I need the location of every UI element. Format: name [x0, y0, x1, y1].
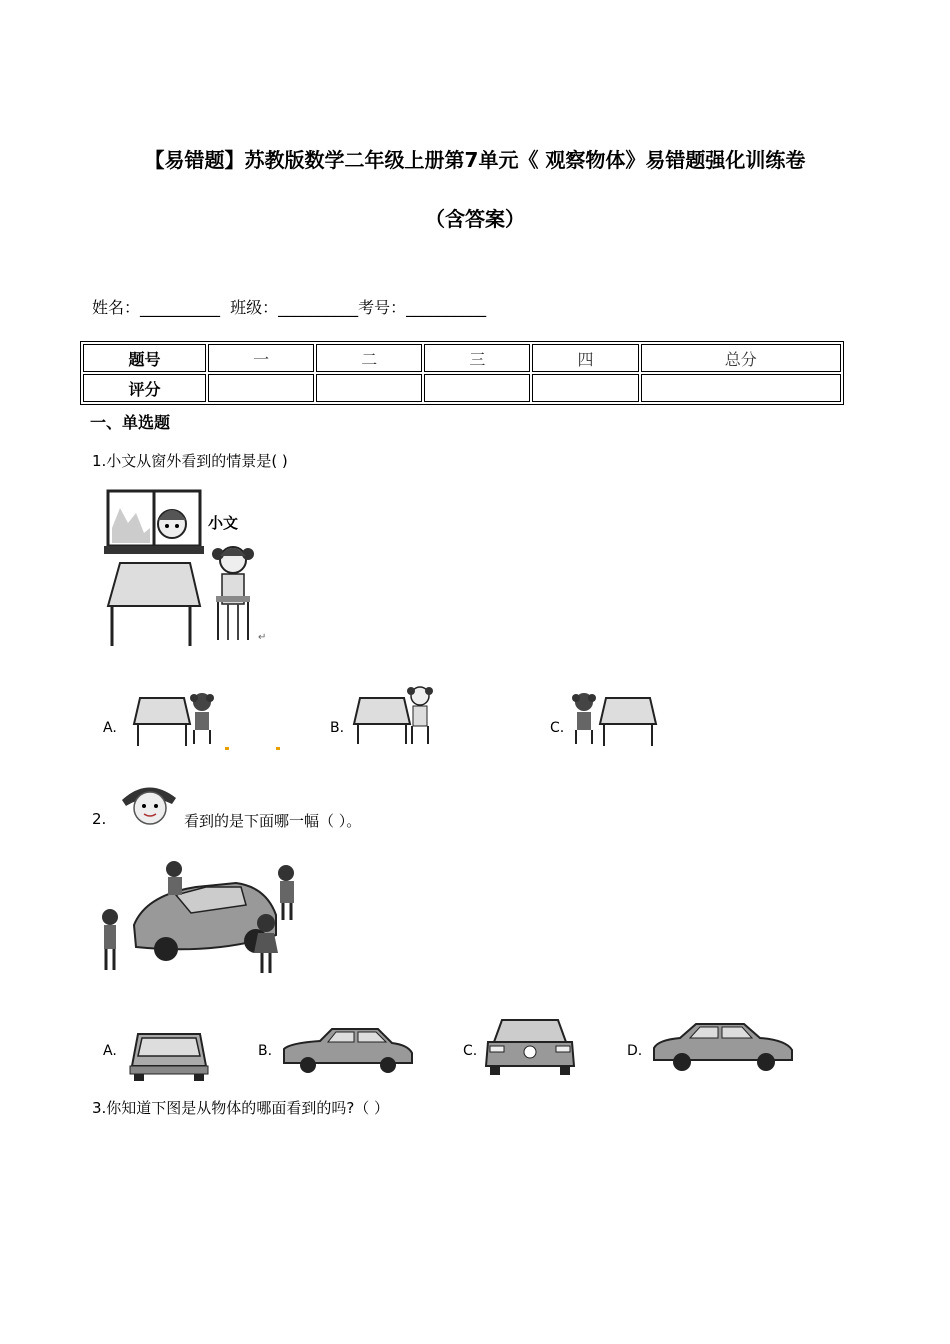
q1-option-b-image[interactable] — [352, 682, 442, 750]
question-3-text: 3.你知道下图是从物体的哪面看到的吗?（ ） — [92, 1099, 390, 1117]
score-table-score-row — [83, 374, 841, 402]
q2-option-a-label[interactable]: A. — [103, 1043, 117, 1059]
svg-text:↵: ↵ — [258, 632, 267, 643]
q2-kid-head-icon — [118, 778, 180, 828]
q1-scene-figure — [100, 488, 275, 653]
student-info-line: 姓名：__________ 班级：__________考号：__________ — [92, 298, 487, 317]
q2-option-b-label[interactable]: B. — [258, 1043, 273, 1059]
score-cell[interactable] — [208, 374, 314, 402]
q2-option-b-image[interactable] — [280, 1025, 415, 1075]
q1-option-c-label[interactable]: C. — [550, 720, 565, 736]
score-cell[interactable] — [316, 374, 422, 402]
score-table-col: 一 — [208, 344, 314, 372]
question-2-text: 看到的是下面哪一幅（ ）。 — [184, 812, 362, 830]
stray-mark — [225, 747, 229, 750]
question-1-text: 1.小文从窗外看到的情景是( ) — [92, 452, 288, 470]
score-table-header-row — [83, 344, 841, 372]
score-table-header-label: 题号 — [83, 344, 206, 372]
stray-mark — [276, 747, 280, 750]
q2-option-d-image[interactable] — [650, 1018, 795, 1074]
score-table-col: 四 — [532, 344, 638, 372]
q1-figure-label: 小文 — [208, 514, 239, 532]
score-table-col: 三 — [424, 344, 530, 372]
q1-option-a-image[interactable] — [132, 686, 217, 750]
question-2-number: 2. — [92, 810, 107, 828]
q2-option-d-label[interactable]: D. — [627, 1043, 643, 1059]
q2-option-c-label[interactable]: C. — [463, 1043, 478, 1059]
q1-option-b-label[interactable]: B. — [330, 720, 345, 736]
score-cell[interactable] — [641, 374, 841, 402]
q2-option-c-image[interactable] — [484, 1014, 576, 1078]
q2-car-scene-figure — [96, 855, 311, 980]
q2-option-a-image[interactable] — [128, 1026, 210, 1082]
document-subtitle: （含答案） — [425, 207, 525, 231]
score-table-col: 二 — [316, 344, 422, 372]
q1-option-a-label[interactable]: A. — [103, 720, 117, 736]
document-title: 【易错题】苏教版数学二年级上册第7单元《 观察物体》易错题强化训练卷 — [144, 148, 806, 172]
score-cell[interactable] — [532, 374, 638, 402]
score-table-col: 总分 — [641, 344, 841, 372]
score-table — [80, 341, 844, 405]
score-cell[interactable] — [424, 374, 530, 402]
section-heading: 一、单选题 — [90, 413, 171, 432]
score-table-row-label: 评分 — [83, 374, 206, 402]
q1-option-c-image[interactable] — [570, 686, 660, 750]
